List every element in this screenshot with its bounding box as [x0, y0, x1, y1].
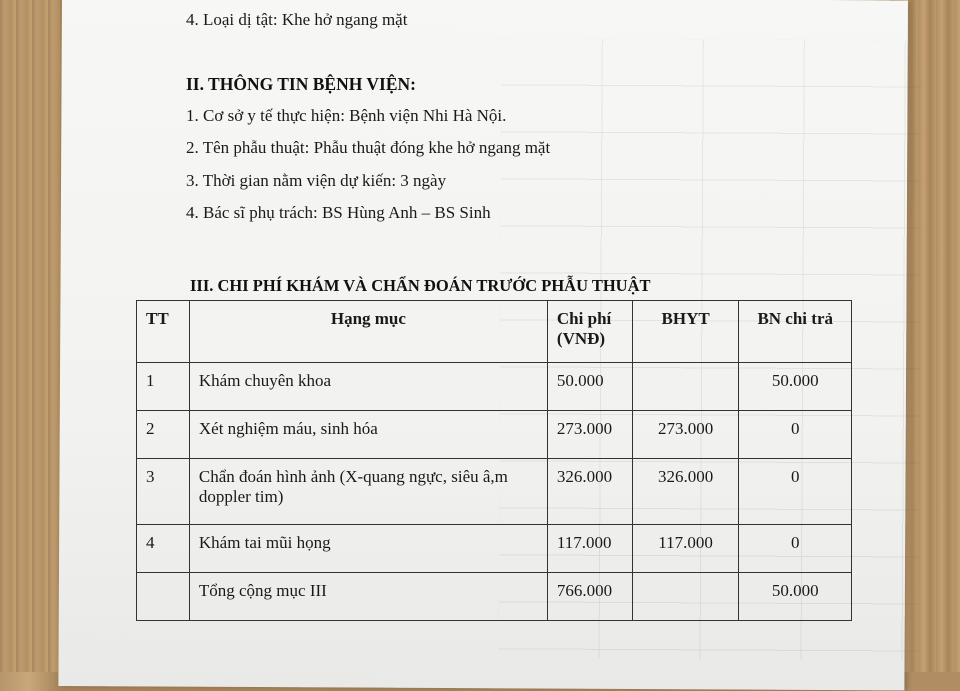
table-row	[137, 411, 852, 459]
doctor-line: 4. Bác sĩ phụ trách: BS Hùng Anh – BS Sinh	[186, 203, 491, 222]
row-patient: 0	[739, 411, 852, 459]
row-tt: 3	[137, 459, 190, 525]
row-patient: 50.000	[739, 363, 852, 411]
row-item: Xét nghiệm máu, sinh hóa	[189, 411, 547, 459]
row-cost: 117.000	[547, 525, 632, 573]
section-2-title: II. THÔNG TIN BỆNH VIỆN:	[186, 74, 416, 94]
total-cost: 766.000	[547, 573, 632, 621]
row-item: Khám tai mũi họng	[189, 525, 547, 573]
table-row	[137, 363, 852, 411]
row-item: Chẩn đoán hình ảnh (X-quang ngực, siêu â,m doppler tim)	[189, 459, 547, 525]
section-3-title: III. CHI PHÍ KHÁM VÀ CHẨN ĐOÁN TRƯỚC PHẪU THUẬT	[190, 276, 651, 295]
total-bhyt	[632, 573, 739, 621]
header-bhyt: BHYT	[632, 301, 739, 363]
hospital-line: 1. Cơ sở y tế thực hiện: Bệnh viện Nhi Hà Nội.	[186, 106, 507, 125]
desk-surface-left	[0, 0, 60, 672]
table-row	[137, 525, 852, 573]
row-tt: 1	[137, 363, 190, 411]
row-bhyt: 273.000	[632, 411, 739, 459]
row-patient: 0	[739, 459, 852, 525]
row-item: Khám chuyên khoa	[189, 363, 547, 411]
table-row	[137, 459, 852, 525]
stay-duration-line: 3. Thời gian nằm viện dự kiến: 3 ngày	[186, 171, 447, 190]
defect-type-line: 4. Loại dị tật: Khe hở ngang mặt	[186, 10, 408, 29]
header-item: Hạng mục	[189, 301, 547, 363]
row-bhyt: 117.000	[632, 525, 739, 573]
row-bhyt	[632, 363, 739, 411]
total-tt	[137, 573, 190, 621]
total-label: Tổng cộng mục III	[189, 573, 547, 621]
cost-table	[136, 300, 852, 621]
row-patient: 0	[739, 525, 852, 573]
header-cost-line2: (VNĐ)	[556, 329, 606, 348]
header-cost	[547, 301, 632, 363]
row-tt: 2	[137, 411, 190, 459]
table-header-row	[137, 301, 852, 363]
surgery-name-line: 2. Tên phẫu thuật: Phẫu thuật đóng khe hở ngang mặt	[186, 138, 551, 157]
row-bhyt: 326.000	[632, 459, 739, 525]
row-cost: 326.000	[547, 459, 632, 525]
header-tt: TT	[137, 301, 190, 363]
table-total-row	[137, 573, 852, 621]
row-cost: 50.000	[547, 363, 632, 411]
row-tt: 4	[137, 525, 190, 573]
header-patient-pays: BN chi trả	[739, 301, 852, 363]
header-cost-line1: Chi phí	[556, 309, 612, 328]
row-cost: 273.000	[547, 411, 632, 459]
total-patient: 50.000	[739, 573, 852, 621]
